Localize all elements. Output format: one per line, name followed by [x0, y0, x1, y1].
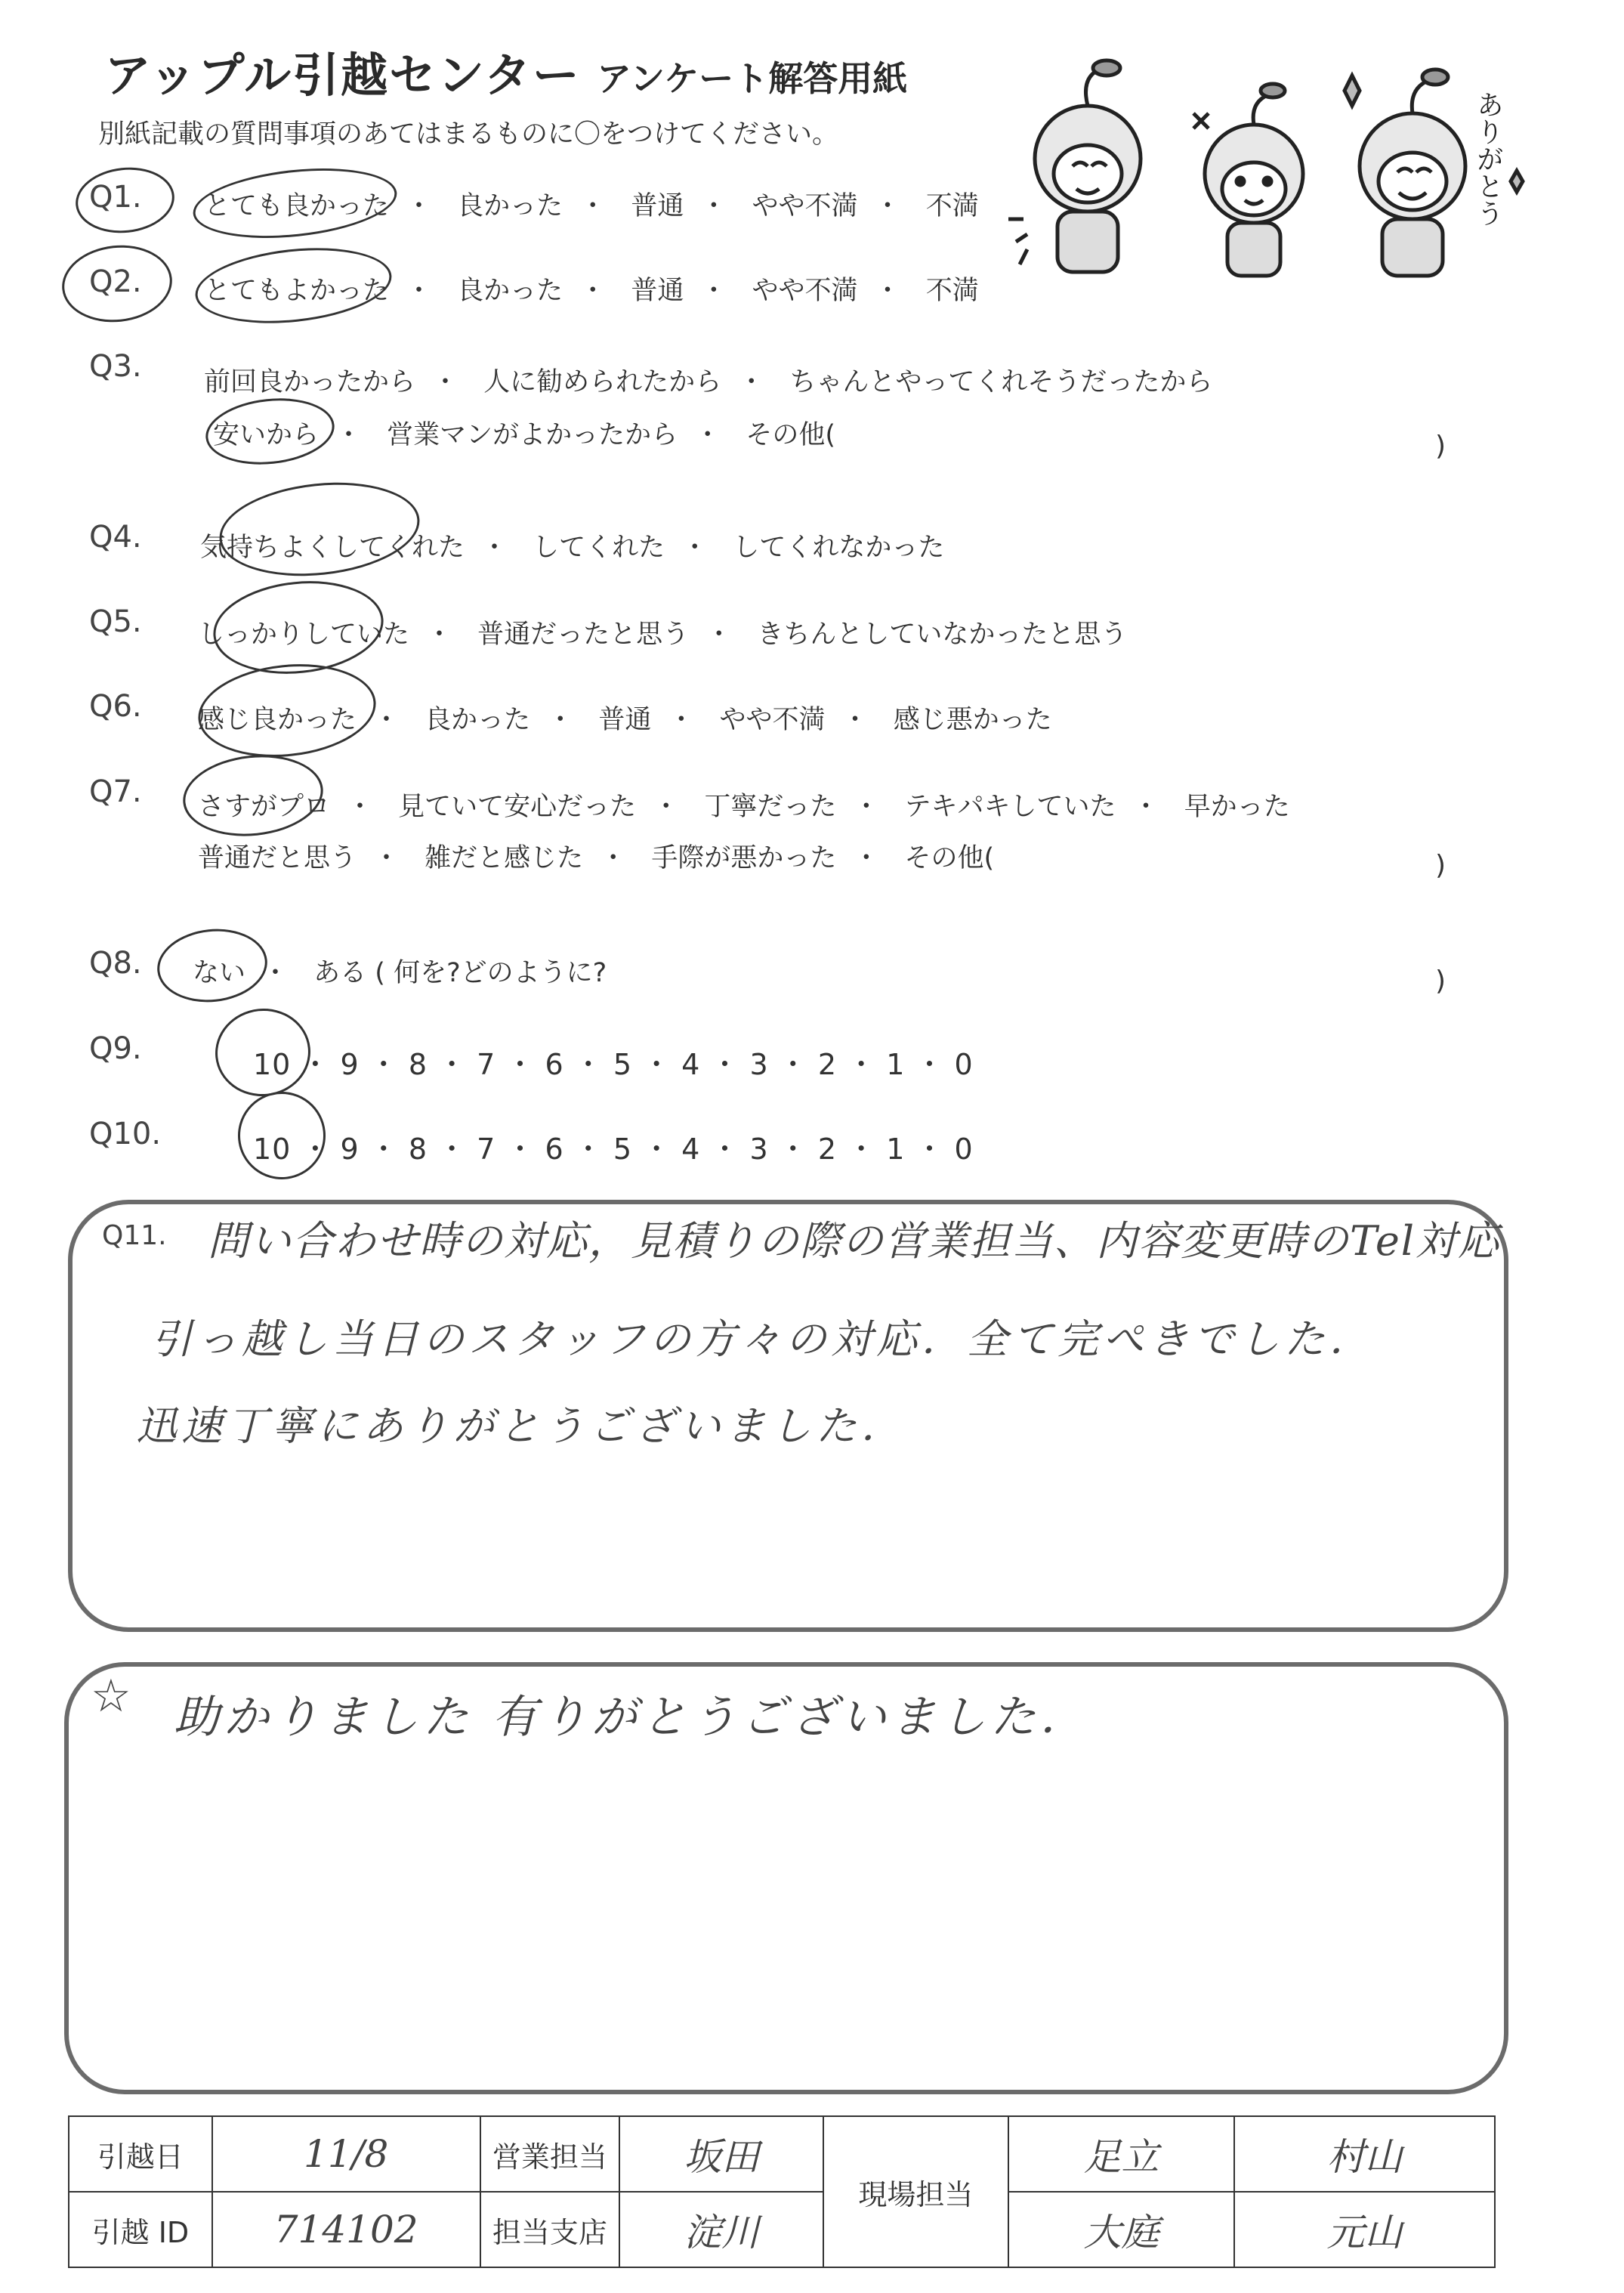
- q5-label: Q5.: [89, 604, 142, 639]
- footer-table: [68, 2115, 1496, 2268]
- move-id-label: 引越 ID: [69, 2192, 212, 2267]
- option[interactable]: 手際が悪かった: [651, 843, 837, 873]
- page-title: アップル引越センター: [104, 48, 581, 103]
- option[interactable]: とても良かった: [204, 191, 390, 221]
- q2-options: とてもよかった ・ 良かった ・ 普通 ・ やや不満 ・ 不満: [204, 276, 979, 306]
- option[interactable]: テキパキしていた: [904, 792, 1116, 822]
- monkey-icon: [1193, 84, 1303, 276]
- paren-close: ): [1435, 850, 1446, 881]
- q7-options-line2: 普通だと思う ・ 雑だと感じた ・ 手際が悪かった ・ その他(: [198, 843, 995, 873]
- option[interactable]: 普通: [598, 705, 652, 735]
- monkey-icon: [1008, 60, 1141, 272]
- option[interactable]: とてもよかった: [204, 276, 390, 306]
- branch-label: 担当支店: [480, 2192, 620, 2267]
- option[interactable]: さすがプロ: [198, 792, 331, 822]
- q7-options-line1: さすがプロ ・ 見ていて安心だった ・ 丁寧だった ・ テキパキしていた ・ 早かった: [198, 792, 1290, 822]
- comment-text: 助かりました 有りがとうございました．: [174, 1691, 1091, 1744]
- option[interactable]: その他(: [904, 843, 995, 873]
- move-date-value[interactable]: 11/8: [212, 2116, 480, 2192]
- q2-label: Q2.: [89, 264, 142, 299]
- page-subtitle: アンケート解答用紙: [597, 58, 908, 99]
- site-staff-4[interactable]: 元山: [1234, 2192, 1495, 2267]
- site-label: 現場担当: [823, 2116, 1008, 2267]
- paren-close: ): [1435, 431, 1446, 462]
- option[interactable]: 不満: [925, 276, 979, 306]
- option[interactable]: やや不満: [752, 191, 858, 221]
- option[interactable]: 良かった: [457, 191, 563, 221]
- q11-label: Q11.: [102, 1220, 167, 1251]
- q3-options-line2: 安いから ・ 営業マンがよかったから ・ その他(: [213, 420, 835, 450]
- q8-options: ない ・ ある ( 何を?どのように?: [193, 958, 607, 988]
- q9-label: Q9.: [89, 1031, 142, 1066]
- option[interactable]: 普通: [631, 191, 684, 221]
- q8-label: Q8.: [89, 946, 142, 981]
- option[interactable]: 感じ良かった: [198, 705, 357, 735]
- option[interactable]: 前回良かったから: [204, 367, 416, 397]
- q11-line-2: 引っ越し当日のスタッフの方々の対応．全て完ぺきでした．: [151, 1315, 1375, 1363]
- q1-label: Q1.: [89, 180, 142, 215]
- q10-label: Q10.: [89, 1117, 162, 1151]
- q11-line-1: 問い合わせ時の対応，見積りの際の営業担当、内容変更時のTel対応: [208, 1217, 1501, 1265]
- move-date-label: 引越日: [69, 2116, 212, 2192]
- sales-value[interactable]: 坂田: [619, 2116, 823, 2192]
- option[interactable]: 普通だと思う: [198, 843, 357, 873]
- branch-value[interactable]: 淀川: [619, 2192, 823, 2267]
- option[interactable]: 見ていて安心だった: [398, 792, 637, 822]
- q11-line-3: 迅速丁寧にありがとうございました．: [136, 1402, 906, 1450]
- q6-options: 感じ良かった ・ 良かった ・ 普通 ・ やや不満 ・ 感じ悪かった: [198, 705, 1052, 735]
- option[interactable]: 雑だと感じた: [425, 843, 584, 873]
- move-id-value[interactable]: 714102: [212, 2192, 480, 2267]
- star-icon: ☆: [91, 1670, 131, 1723]
- option[interactable]: 不満: [925, 191, 979, 221]
- option[interactable]: してくれた: [533, 533, 665, 563]
- option[interactable]: 安いから: [213, 420, 320, 450]
- q3-options-line1: 前回良かったから ・ 人に勧められたから ・ ちゃんとやってくれそうだったから: [204, 367, 1213, 397]
- q1-options: とても良かった ・ 良かった ・ 普通 ・ やや不満 ・ 不満: [204, 191, 979, 221]
- mascot-caption: ありがとう: [1472, 91, 1504, 227]
- option[interactable]: 普通: [631, 276, 684, 306]
- option[interactable]: しっかりしていた: [198, 620, 410, 650]
- option[interactable]: 感じ悪かった: [893, 705, 1052, 735]
- q3-label: Q3.: [89, 349, 142, 384]
- option[interactable]: ちゃんとやってくれそうだったから: [789, 367, 1213, 397]
- option[interactable]: してくれなかった: [733, 533, 945, 563]
- option[interactable]: 営業マンがよかったから: [387, 420, 678, 450]
- instruction-text: 別紙記載の質問事項のあてはまるものに〇をつけてください。: [98, 119, 839, 150]
- option[interactable]: その他(: [746, 420, 835, 450]
- site-staff-1[interactable]: 足立: [1008, 2116, 1235, 2192]
- sales-label: 営業担当: [480, 2116, 620, 2192]
- option[interactable]: ある ( 何を?どのように?: [313, 958, 607, 988]
- option[interactable]: 気持ちよくしてくれた: [200, 533, 465, 563]
- site-staff-2[interactable]: 村山: [1234, 2116, 1495, 2192]
- option[interactable]: 丁寧だった: [704, 792, 837, 822]
- option[interactable]: 良かった: [457, 276, 563, 306]
- option[interactable]: きちんとしていなかったと思う: [757, 620, 1128, 650]
- q6-label: Q6.: [89, 689, 142, 724]
- q4-options: 気持ちよくしてくれた ・ してくれた ・ してくれなかった: [200, 533, 945, 563]
- option[interactable]: 良かった: [425, 705, 531, 735]
- q9-scale[interactable]: 10 ・ 9 ・ 8 ・ 7 ・ 6 ・ 5 ・ 4 ・ 3 ・ 2 ・ 1 ・ 0: [253, 1048, 974, 1081]
- option[interactable]: 人に勧められたから: [483, 367, 722, 397]
- site-staff-3[interactable]: 大庭: [1008, 2192, 1235, 2267]
- mascot-illustration: [1005, 45, 1533, 295]
- q5-options: しっかりしていた ・ 普通だったと思う ・ きちんとしていなかったと思う: [198, 620, 1128, 650]
- option[interactable]: 早かった: [1184, 792, 1290, 822]
- q10-scale[interactable]: 10 ・ 9 ・ 8 ・ 7 ・ 6 ・ 5 ・ 4 ・ 3 ・ 2 ・ 1 ・ 0: [253, 1133, 974, 1166]
- paren-close: ): [1435, 966, 1446, 997]
- q4-label: Q4.: [89, 520, 142, 555]
- option[interactable]: やや不満: [752, 276, 858, 306]
- option[interactable]: ない: [193, 958, 246, 988]
- option[interactable]: 普通だったと思う: [477, 620, 690, 650]
- q7-label: Q7.: [89, 774, 142, 809]
- option[interactable]: やや不満: [719, 705, 826, 735]
